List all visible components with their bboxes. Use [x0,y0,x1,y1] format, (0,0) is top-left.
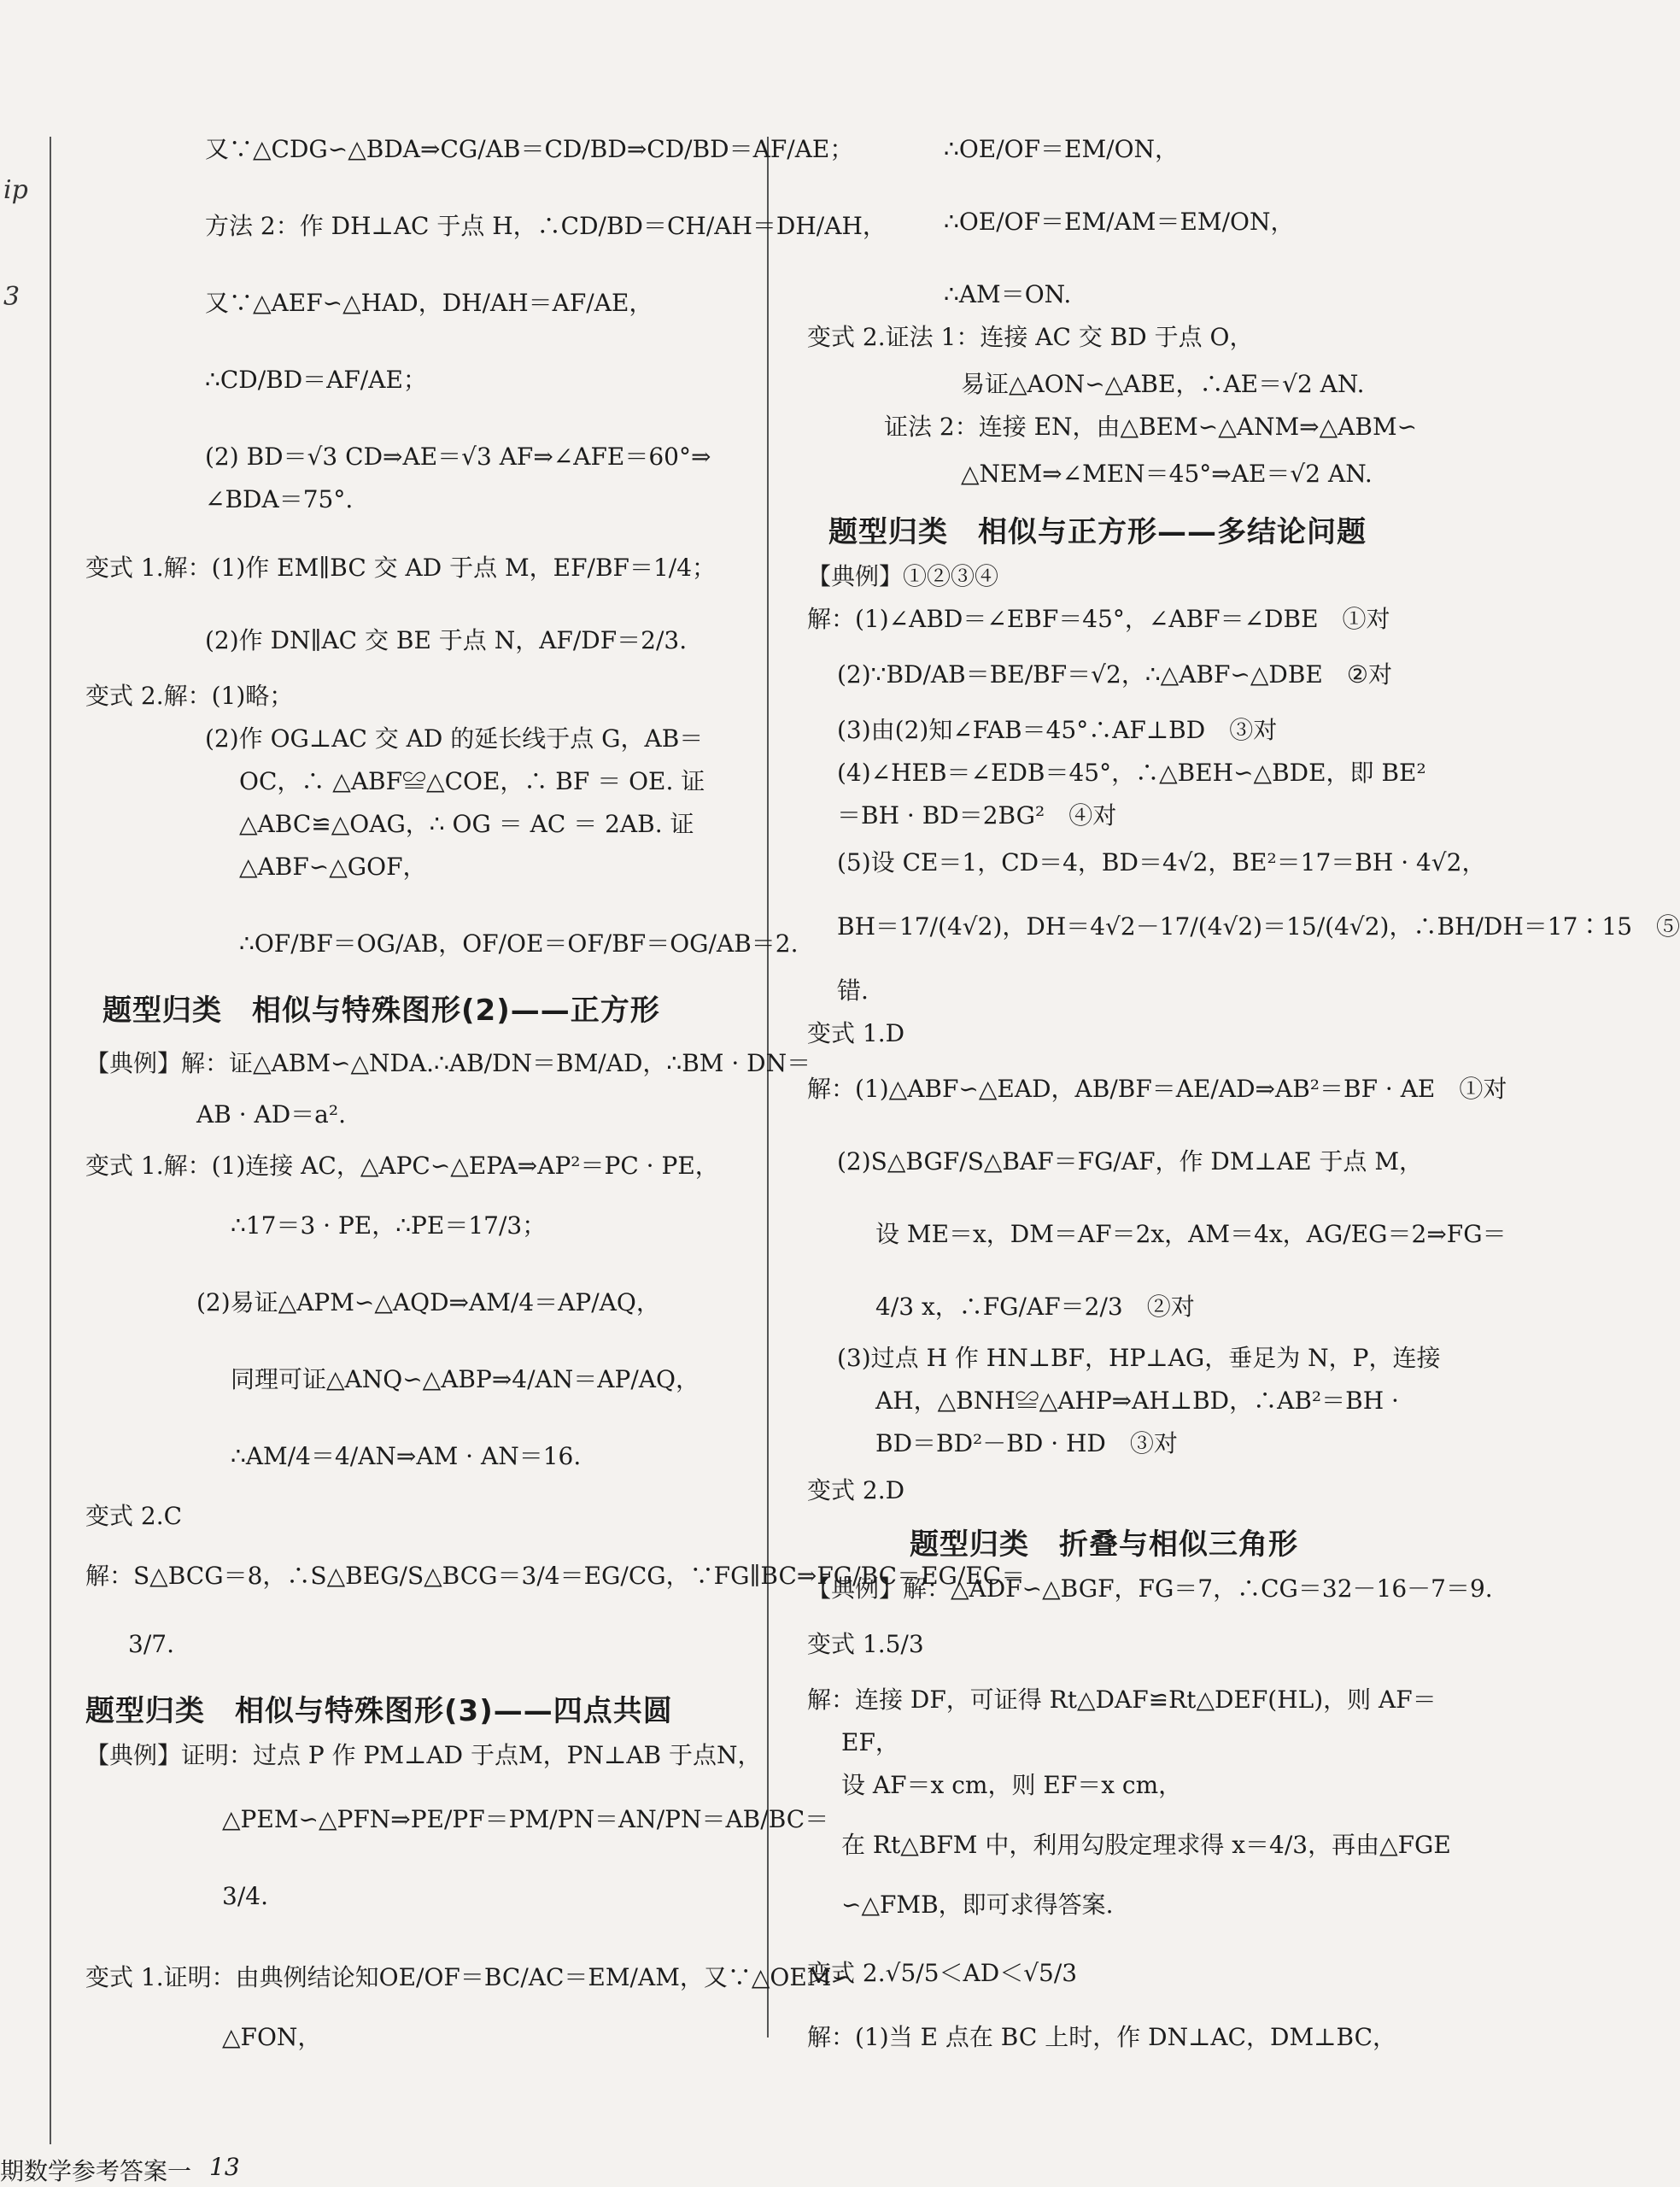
column-divider [767,137,769,2037]
text-line: 变式 2.解：(1)略； [85,682,294,710]
text-line: 变式 2.D [807,1476,905,1504]
footer-label: 期数学参考答案一 [0,2157,192,2185]
text-line: △NEM⇒∠MEN＝45°⇒AE＝√2 AN. [961,460,1373,488]
text-line: AH，△BNH≌△AHP⇒AH⊥BD，∴AB²＝BH · [875,1387,1399,1415]
cut-edge-mark: 3 [3,282,20,312]
text-line: ∠BDA＝75°. [205,485,354,513]
page-number: 13 [209,2153,240,2181]
text-line: 3/7. [128,1630,174,1658]
text-line: ＝BH · BD＝2BG² ④对 [837,801,1117,830]
text-line: (3)过点 H 作 HN⊥BF，HP⊥AG，垂足为 N，P，连接 [837,1344,1441,1372]
section-heading: 题型归类 相似与正方形——多结论问题 [828,515,1367,549]
text-line: AB · AD＝a². [196,1100,346,1129]
text-line: BD＝BD²－BD · HD ③对 [875,1429,1178,1457]
text-line: 变式 1.5/3 [807,1630,924,1658]
text-line: △PEM∽△PFN⇒PE/PF＝PM/PN＝AN/PN＝AB/BC＝ [222,1805,829,1833]
text-line: 3/4. [222,1882,268,1910]
text-line: 证法 2：连接 EN，由△BEM∽△ANM⇒△ABM∽ [884,413,1418,441]
text-line: 变式 1.D [807,1019,905,1047]
text-line: ∴OE/OF＝EM/ON， [944,135,1180,163]
text-line: 又∵△CDG∽△BDA⇒CG/AB＝CD/BD⇒CD/BD＝AF/AE； [205,135,854,163]
text-line: 解：连接 DF，可证得 Rt△DAF≌Rt△DEF(HL)，则 AF＝ [807,1686,1437,1714]
text-line: 变式 1.解：(1)作 EM∥BC 交 AD 于点 M，EF/BF＝1/4； [85,554,717,582]
text-line: (2)作 DN∥AC 交 BE 于点 N，AF/DF＝2/3. [205,626,688,654]
text-line: 变式 2.证法 1：连接 AC 交 BD 于点 O， [807,323,1254,351]
text-line: (3)由(2)知∠FAB＝45°∴AF⊥BD ③对 [837,716,1278,744]
text-line: 【典例】解：△ADF∽△BGF，FG＝7，∴CG＝32－16－7＝9. [807,1574,1493,1603]
text-line: 【典例】证明：过点 P 作 PM⊥AD 于点M，PN⊥AB 于点N， [85,1741,762,1769]
text-line: 错. [837,976,869,1005]
text-line: 【典例】①②③④ [807,562,999,590]
text-line: 变式 2.C [85,1502,183,1530]
left-margin-rule [50,137,51,2144]
text-line: ∴AM/4＝4/AN⇒AM · AN＝16. [231,1442,582,1470]
text-line: OC，∴ △ABF≌△COE，∴ BF ＝ OE. 证 [239,767,705,795]
text-line: 4/3 x，∴FG/AF＝2/3 ②对 [875,1293,1195,1321]
text-line: (4)∠HEB＝∠EDB＝45°，∴△BEH∽△BDE，即 BE² [837,759,1426,787]
text-line: EF， [841,1728,899,1756]
text-line: (2)∵BD/AB＝BE/BF＝√2，∴△ABF∽△DBE ②对 [837,660,1392,689]
text-line: 同理可证△ANQ∽△ABP⇒4/AN＝AP/AQ， [231,1365,700,1393]
text-line: 变式 1.证明：由典例结论知OE/OF＝BC/AC＝EM/AM，又∵△OEM∽ [85,1963,852,1991]
text-line: (2)易证△APM∽△AQD⇒AM/4＝AP/AQ， [196,1288,660,1316]
cut-edge-mark: ip [3,175,28,205]
text-line: (2) BD＝√3 CD⇒AE＝√3 AF⇒∠AFE＝60°⇒ [205,443,711,471]
text-line: 在 Rt△BFM 中，利用勾股定理求得 x＝4/3，再由△FGE [841,1831,1451,1859]
section-heading: 题型归类 相似与特殊图形(3)——四点共圆 [85,1694,673,1728]
text-line: 又∵△AEF∽△HAD，DH/AH＝AF/AE， [205,289,653,317]
text-line: 解：S△BCG＝8，∴S△BEG/S△BCG＝3/4＝EG/CG，∵FG∥BC⇒FG/BC＝EG/EC＝ [85,1562,1026,1590]
text-line: 变式 1.解：(1)连接 AC，△APC∽△EPA⇒AP²＝PC · PE， [85,1152,719,1180]
text-line: 解：(1)∠ABD＝∠EBF＝45°，∠ABF＝∠DBE ①对 [807,605,1390,633]
text-line: △ABC≌△OAG，∴ OG ＝ AC ＝ 2AB. 证 [239,810,694,838]
text-line: (2)S△BGF/S△BAF＝FG/AF，作 DM⊥AE 于点 M， [837,1147,1424,1176]
text-line: ∴OE/OF＝EM/AM＝EM/ON， [944,208,1295,236]
text-line: 变式 2.√5/5＜AD＜√5/3 [807,1959,1078,1987]
text-line: ∴AM＝ON. [944,280,1072,308]
section-heading: 题型归类 相似与特殊图形(2)——正方形 [102,994,660,1028]
text-line: △FON， [222,2023,322,2051]
text-line: ∴17＝3 · PE，∴PE＝17/3； [231,1211,547,1240]
text-line: (5)设 CE＝1，CD＝4，BD＝4√2，BE²＝17＝BH · 4√2， [837,848,1486,877]
text-line: BH＝17/(4√2)，DH＝4√2－17/(4√2)＝15/(4√2)，∴BH/DH＝17∶15 ⑤ [837,912,1680,941]
text-line: 方法 2：作 DH⊥AC 于点 H，∴CD/BD＝CH/AH＝DH/AH， [205,212,887,240]
text-line: 设 ME＝x，DM＝AF＝2x，AM＝4x，AG/EG＝2⇒FG＝ [875,1220,1507,1248]
text-line: △ABF∽△GOF， [239,853,427,881]
text-line: ∴CD/BD＝AF/AE； [205,366,427,394]
text-line: 设 AF＝x cm，则 EF＝x cm， [841,1771,1183,1799]
text-line: (2)作 OG⊥AC 交 AD 的延长线于点 G，AB＝ [205,724,704,753]
text-line: 【典例】解：证△ABM∽△NDA.∴AB/DN＝BM/AD，∴BM · DN＝ [85,1049,811,1077]
section-heading: 题型归类 折叠与相似三角形 [910,1527,1298,1562]
text-line: ∴OF/BF＝OG/AB，OF/OE＝OF/BF＝OG/AB＝2. [239,929,799,958]
text-line: 易证△AON∽△ABE，∴AE＝√2 AN. [961,370,1365,398]
text-line: ∽△FMB，即可求得答案. [841,1891,1114,1919]
text-line: 解：(1)△ABF∽△EAD，AB/BF＝AE/AD⇒AB²＝BF · AE ①对 [807,1075,1507,1103]
text-line: 解：(1)当 E 点在 BC 上时，作 DN⊥AC，DM⊥BC， [807,2023,1397,2051]
